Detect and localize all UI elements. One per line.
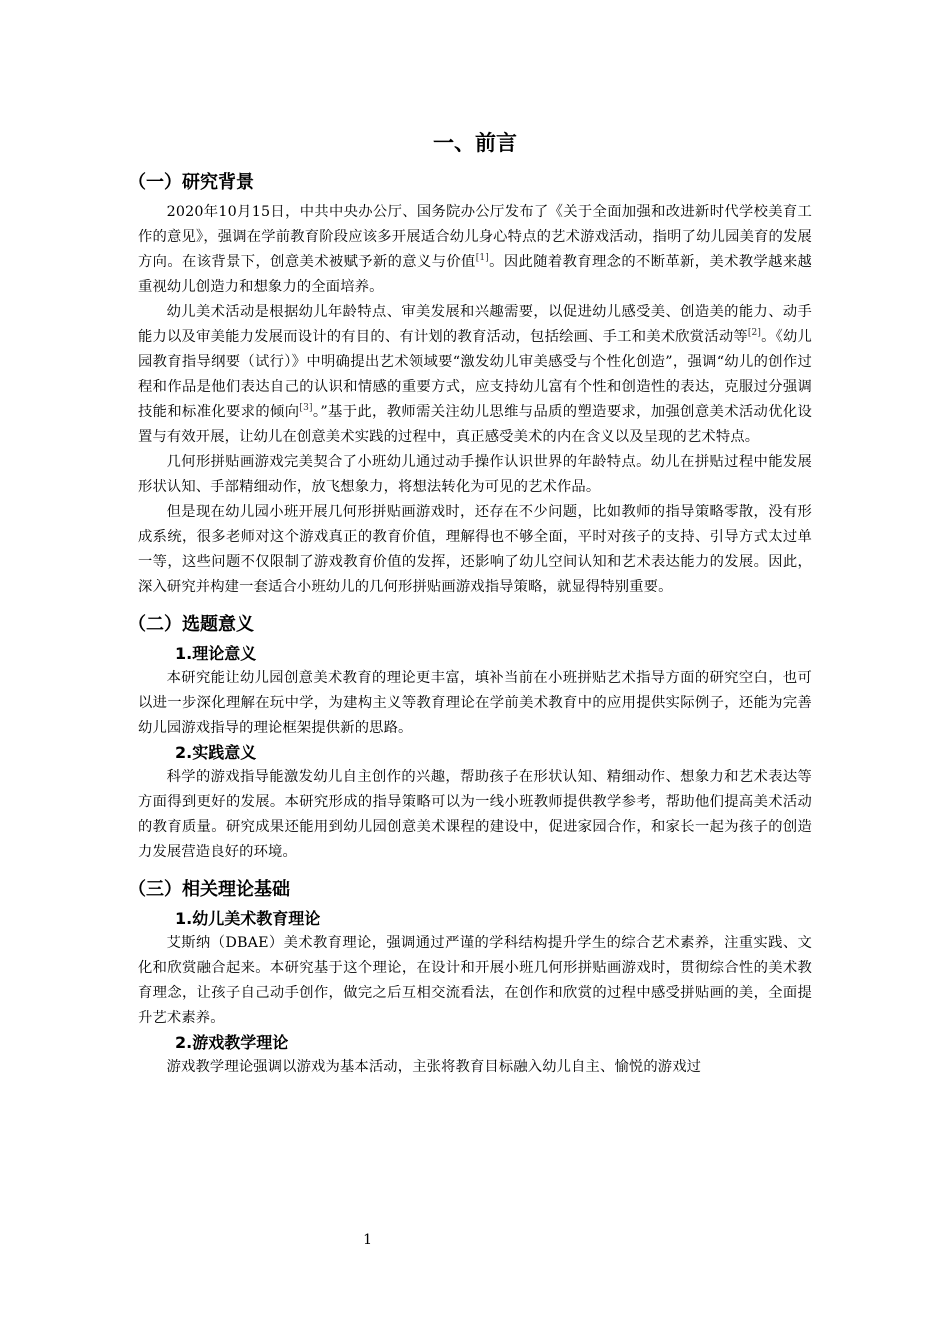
subsection-heading: 2.游戏教学理论 (175, 1033, 289, 1052)
subsection-heading: 2.实践意义 (175, 743, 257, 762)
page-content (128, 124, 813, 1080)
paragraph-text: 。”基于此，教师需关注幼儿思维与品质的塑造要求，加强创意美术活动优化设置与有效开展，让幼儿在创意美术实践的过程中，真正感受美术的内在含义以及呈现的艺术特点。 (138, 404, 813, 445)
paragraph: 几何形拼贴画游戏完美契合了小班幼儿通过动手操作认识世界的年龄特点。幼儿在拼贴过程中能发展形状认知、手部精细动作，放飞想象力，将想法转化为可见的艺术作品。 (138, 454, 812, 495)
section-heading-background: （一）研究背景 (128, 172, 254, 193)
paragraph: 但是现在幼儿园小班开展几何形拼贴画游戏时，还存在不少问题，比如教师的指导策略零散，没有形成系统，很多老师对这个游戏真正的教育价值，理解得也不够全面，平时对孩子的支持、引导方式太过单一等，这些问题不仅限制了游戏教育价值的发挥，还影响了幼儿空间认知和艺术表达能力的发展。因此，深入研究并构建一套适合小班幼儿的几何形拼贴画游戏指导策略，就显得特别重要。 (138, 504, 812, 595)
paragraph: 游戏教学理论强调以游戏为基本活动，主张将教育目标融入幼儿自主、愉悦的游戏过 (166, 1059, 702, 1075)
paragraph: 科学的游戏指导能激发幼儿自主创作的兴趣，帮助孩子在形状认知、精细动作、想象力和艺术表达等方面得到更好的发展。本研究形成的指导策略可以为一线小班教师提供教学参考，帮助他们提高美术活动的教育质量。研究成果还能用到幼儿园创意美术课程的建设中，促进家园合作，和家长一起为孩子的创造力发展营造良好的环境。 (138, 769, 812, 860)
citation-ref[interactable]: [3] (299, 403, 313, 413)
paragraph: 艾斯纳（DBAE）美术教育理论，强调通过严谨的学科结构提升学生的综合艺术素养，注重实践、文化和欣赏融合起来。本研究基于这个理论，在设计和开展小班几何形拼贴画游戏时，贯彻综合性的美术教育理念，让孩子自己动手创作，做完之后互相交流看法，在创作和欣赏的过程中感受拼贴画的美，全面提升艺术素养。 (138, 935, 812, 1026)
subsection-heading: 1.幼儿美术教育理论 (175, 909, 321, 928)
page-number: 1 (363, 1232, 372, 1248)
citation-ref[interactable]: [1] (475, 253, 489, 263)
paragraph-text: 2020年10月15日，中共中央办公厅、国务院办公厅发布了《关于全面加强和改进新时代学校美育工作的意见》，强调在学前教育阶段应该多开展适合幼儿身心特点的艺术游戏活动，指明了幼儿园美育的发展方向。在该背景下，创意美术被赋予新的意义与价值 (138, 204, 812, 270)
paragraph-text: 。因此随着教育理念的不断革新，美术教学越来越重视幼儿创造力和想象力的全面培养。 (138, 254, 812, 295)
subsection-heading: 1.理论意义 (175, 644, 257, 663)
section-heading-theory: （三）相关理论基础 (128, 879, 290, 900)
section-heading-significance: （二）选题意义 (128, 614, 254, 635)
citation-ref[interactable]: [2] (747, 328, 762, 338)
chapter-title: 一、前言 (433, 131, 517, 155)
paragraph-text: 。《幼儿园教育指导纲要（试行）》中明确提出艺术领域要“激发幼儿审美感受与个性化创造”，强调“幼儿的创作过程和作品是他们表达自己的认识和情感的重要方式，应支持幼儿富有个性和创造性的表达，克服过分强调技能和标准化要求的倾向 (138, 329, 812, 420)
paragraph (138, 200, 812, 300)
paragraph (138, 300, 812, 450)
paragraph-text: 幼儿美术活动是根据幼儿年龄特点、审美发展和兴趣需要，以促进幼儿感受美、创造美的能力、动手能力以及审美能力发展而设计的有目的、有计划的教育活动，包括绘画、手工和美术欣赏活动等 (138, 304, 812, 345)
paragraph: 本研究能让幼儿园创意美术教育的理论更丰富，填补当前在小班拼贴艺术指导方面的研究空白，也可以进一步深化理解在玩中学，为建构主义等教育理论在学前美术教育中的应用提供实际例子，还能为完善幼儿园游戏指导的理论框架提供新的思路。 (138, 670, 812, 736)
